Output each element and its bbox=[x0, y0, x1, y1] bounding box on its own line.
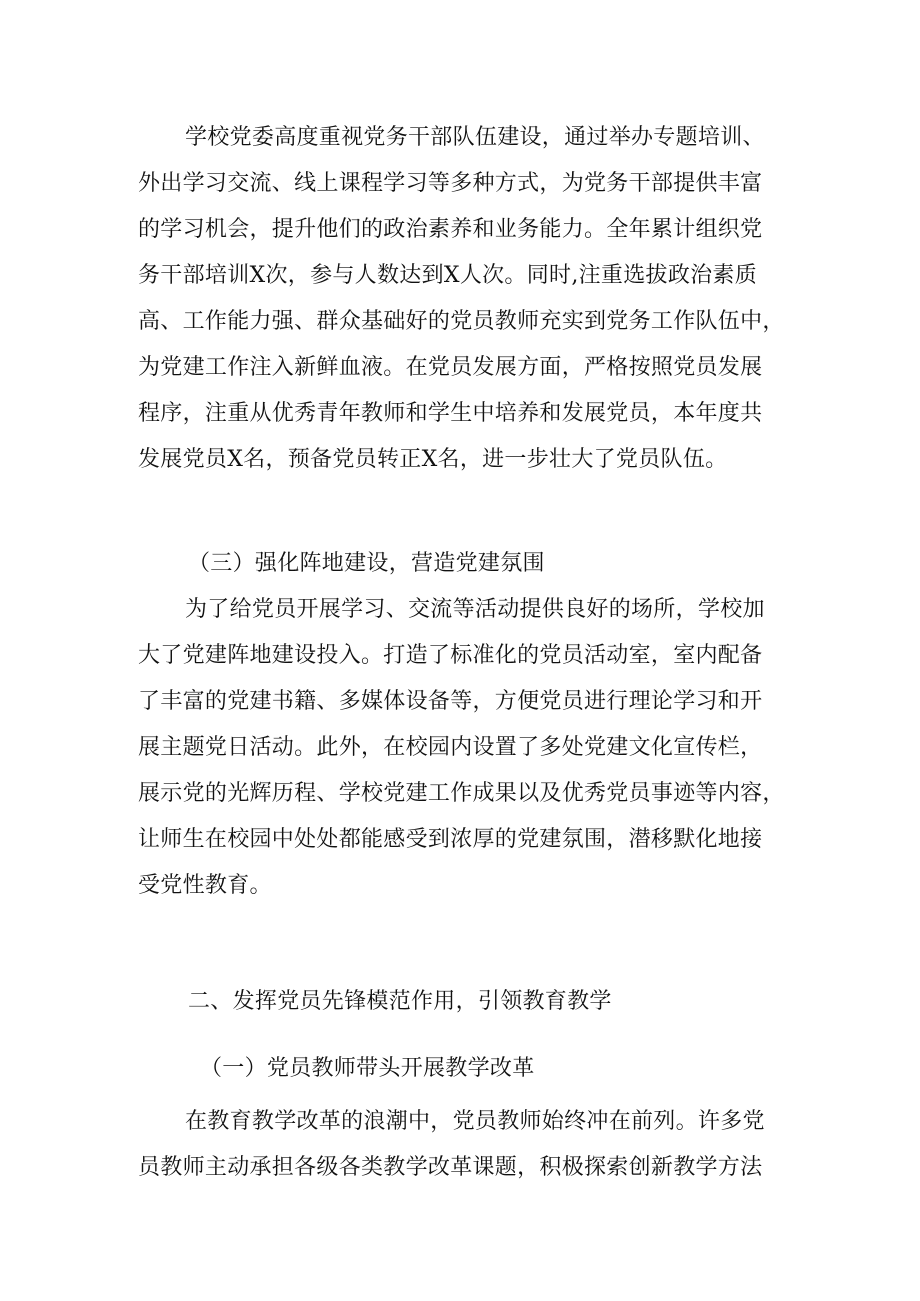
paragraph-2-line-6: 让师生在校园中处处都能感受到浓厚的党建氛围，潜移默化地接 bbox=[138, 827, 763, 852]
paragraph-3-line-2: 员教师主动承担各级各类教学改革课题，积极探索创新教学方法 bbox=[138, 1155, 763, 1180]
paragraph-2-line-1: 为了给党员开展学习、交流等活动提供良好的场所，学校加 bbox=[185, 597, 765, 622]
paragraph-1-line-1: 学校党委高度重视党务干部队伍建设，通过举办专题培训、 bbox=[185, 125, 765, 150]
paragraph-2-line-7: 受党性教育。 bbox=[138, 873, 272, 898]
paragraph-3-line-1: 在教育教学改革的浪潮中，党员教师始终冲在前列。许多党 bbox=[185, 1109, 765, 1134]
paragraph-2-line-3: 了丰富的党建书籍、多媒体设备等，方便党员进行理论学习和开 bbox=[138, 689, 763, 714]
paragraph-1-line-3: 的学习机会，提升他们的政治素养和业务能力。全年累计组织党 bbox=[138, 217, 763, 242]
section-2-title: 二、发挥党员先锋模范作用，引领教育教学 bbox=[188, 989, 612, 1014]
paragraph-1-line-2: 外出学习交流、线上课程学习等多种方式，为党务干部提供丰富 bbox=[138, 171, 763, 196]
section-heading-2-1: （一）党员教师带头开展教学改革 bbox=[200, 1056, 535, 1081]
paragraph-1-line-6: 为党建工作注入新鲜血液。在党员发展方面，严格按照党员发展 bbox=[138, 355, 763, 380]
paragraph-1-line-4: 务干部培训X次，参与人数达到X人次。同时,注重选拔政治素质 bbox=[138, 263, 758, 288]
paragraph-2-line-4: 展主题党日活动。此外，在校园内设置了多处党建文化宣传栏， bbox=[138, 735, 763, 760]
paragraph-1-line-8: 发展党员X名，预备党员转正X名，进一步壮大了党员队伍。 bbox=[138, 447, 728, 472]
paragraph-1-line-5: 高、工作能力强、群众基础好的党员教师充实到党务工作队伍中， bbox=[138, 309, 785, 334]
section-heading-3: （三）强化阵地建设，营造党建氛围 bbox=[188, 551, 545, 576]
paragraph-1-line-7: 程序，注重从优秀青年教师和学生中培养和发展党员，本年度共 bbox=[138, 401, 763, 426]
paragraph-2-line-2: 大了党建阵地建设投入。打造了标准化的党员活动室，室内配备 bbox=[138, 643, 763, 668]
paragraph-2-line-5: 展示党的光辉历程、学校党建工作成果以及优秀党员事迹等内容， bbox=[138, 781, 785, 806]
